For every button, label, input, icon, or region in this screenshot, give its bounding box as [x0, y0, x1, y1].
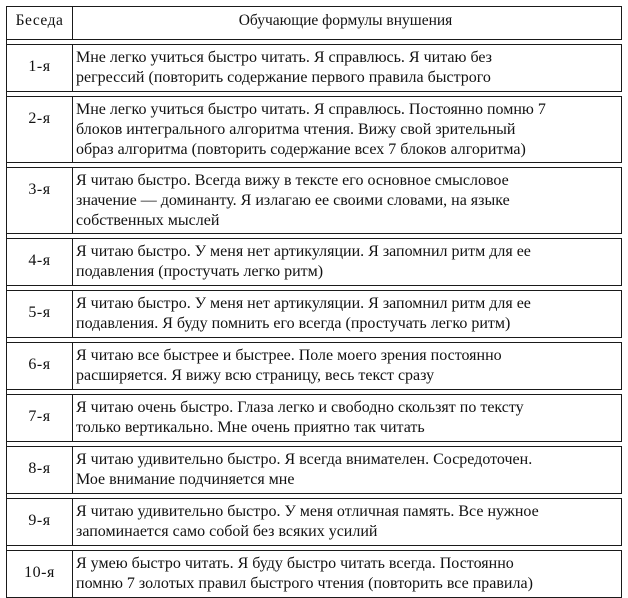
table-row: [7, 342, 622, 390]
formula-line: Я читаю удивительно быстро. Я всегда внимателен. Сосредоточен.: [76, 451, 533, 468]
table-body: [7, 44, 622, 598]
formula-line: Мое внимание подчиняется мне: [76, 471, 295, 488]
formula-line: Я умею быстро читать. Я буду быстро читать всегда. Постоянно: [76, 555, 514, 572]
formula-line: Я читаю все быстрее и быстрее. Поле моего зрения постоянно: [76, 347, 502, 364]
formula-line: блоков интегрального алгоритма чтения. Вижу свой зрительный: [76, 121, 516, 138]
table-header-row: [7, 7, 622, 36]
formula-line: Мне легко учиться быстро читать. Я справлюсь. Постоянно помню 7: [76, 101, 546, 118]
formula-line: Мне легко учиться быстро читать. Я справлюсь. Я читаю без: [76, 49, 492, 66]
session-cell: 3-я: [7, 168, 73, 233]
formula-cell: [73, 97, 621, 162]
formula-line: Я читаю быстро. У меня нет артикуляции. Я запомнил ритм для ее: [76, 243, 531, 260]
table-row: [7, 96, 622, 163]
session-cell: 8-я: [7, 447, 73, 493]
session-cell: 10-я: [7, 551, 73, 597]
table-row: [7, 238, 622, 286]
session-cell: 5-я: [7, 291, 73, 337]
formula-line: регрессий (повторить содержание первого правила быстрого: [76, 69, 491, 86]
session-cell: 9-я: [7, 499, 73, 545]
formula-cell: [73, 343, 621, 389]
header-separator: [7, 36, 622, 40]
header-separator-cell: [73, 36, 621, 39]
formula-cell: [73, 395, 621, 441]
formula-line: только вертикально. Мне очень приятно так читать: [76, 419, 425, 436]
table-row: [7, 44, 622, 92]
formula-line: Я читаю очень быстро. Глаза легко и свободно скользят по тексту: [76, 399, 524, 416]
formula-line: образ алгоритма (повторить содержание всех 7 блоков алгоритма): [76, 141, 526, 158]
formula-cell: [73, 551, 621, 597]
formula-line: собственных мыслей: [76, 212, 220, 229]
table-row: [7, 394, 622, 442]
formula-cell: [73, 291, 621, 337]
formula-cell: [73, 447, 621, 493]
formula-line: расширяется. Я вижу всю страницу, весь текст сразу: [76, 367, 435, 384]
suggestion-formulas-table: [6, 6, 622, 598]
formula-line: Я читаю быстро. У меня нет артикуляции. Я запомнил ритм для ее: [76, 295, 531, 312]
table-row: [7, 550, 622, 598]
header-separator-cell: [7, 36, 73, 40]
session-cell: 4-я: [7, 239, 73, 285]
formula-cell: [73, 45, 621, 91]
formula-line: Я читаю удивительно быстро. У меня отличная память. Все нужное: [76, 503, 539, 520]
session-cell: 2-я: [7, 97, 73, 162]
formula-line: подавления (простучать легко ритм): [76, 263, 324, 280]
table-row: [7, 498, 622, 546]
formula-line: помню 7 золотых правил быстрого чтения (повторить все правила): [76, 575, 533, 592]
formula-cell: [73, 499, 621, 545]
session-cell: 6-я: [7, 343, 73, 389]
formula-cell: [73, 239, 621, 285]
table-row: [7, 290, 622, 338]
session-cell: 1-я: [7, 45, 73, 91]
header-formulas: Обучающие формулы внушения: [238, 12, 453, 29]
formula-line: подавления. Я буду помнить его всегда (простучать легко ритм): [76, 315, 511, 332]
table-row: [7, 167, 622, 234]
formula-line: запоминается само собой без всяких усилий: [76, 523, 378, 540]
formula-line: значение — доминанту. Я излагаю ее своими словами, на языке: [76, 192, 510, 209]
formula-cell: [73, 168, 621, 233]
formula-line: Я читаю быстро. Всегда вижу в тексте его основное смысловое: [76, 172, 509, 189]
header-session: Беседа: [7, 7, 73, 36]
session-cell: 7-я: [7, 395, 73, 441]
table-row: [7, 446, 622, 494]
